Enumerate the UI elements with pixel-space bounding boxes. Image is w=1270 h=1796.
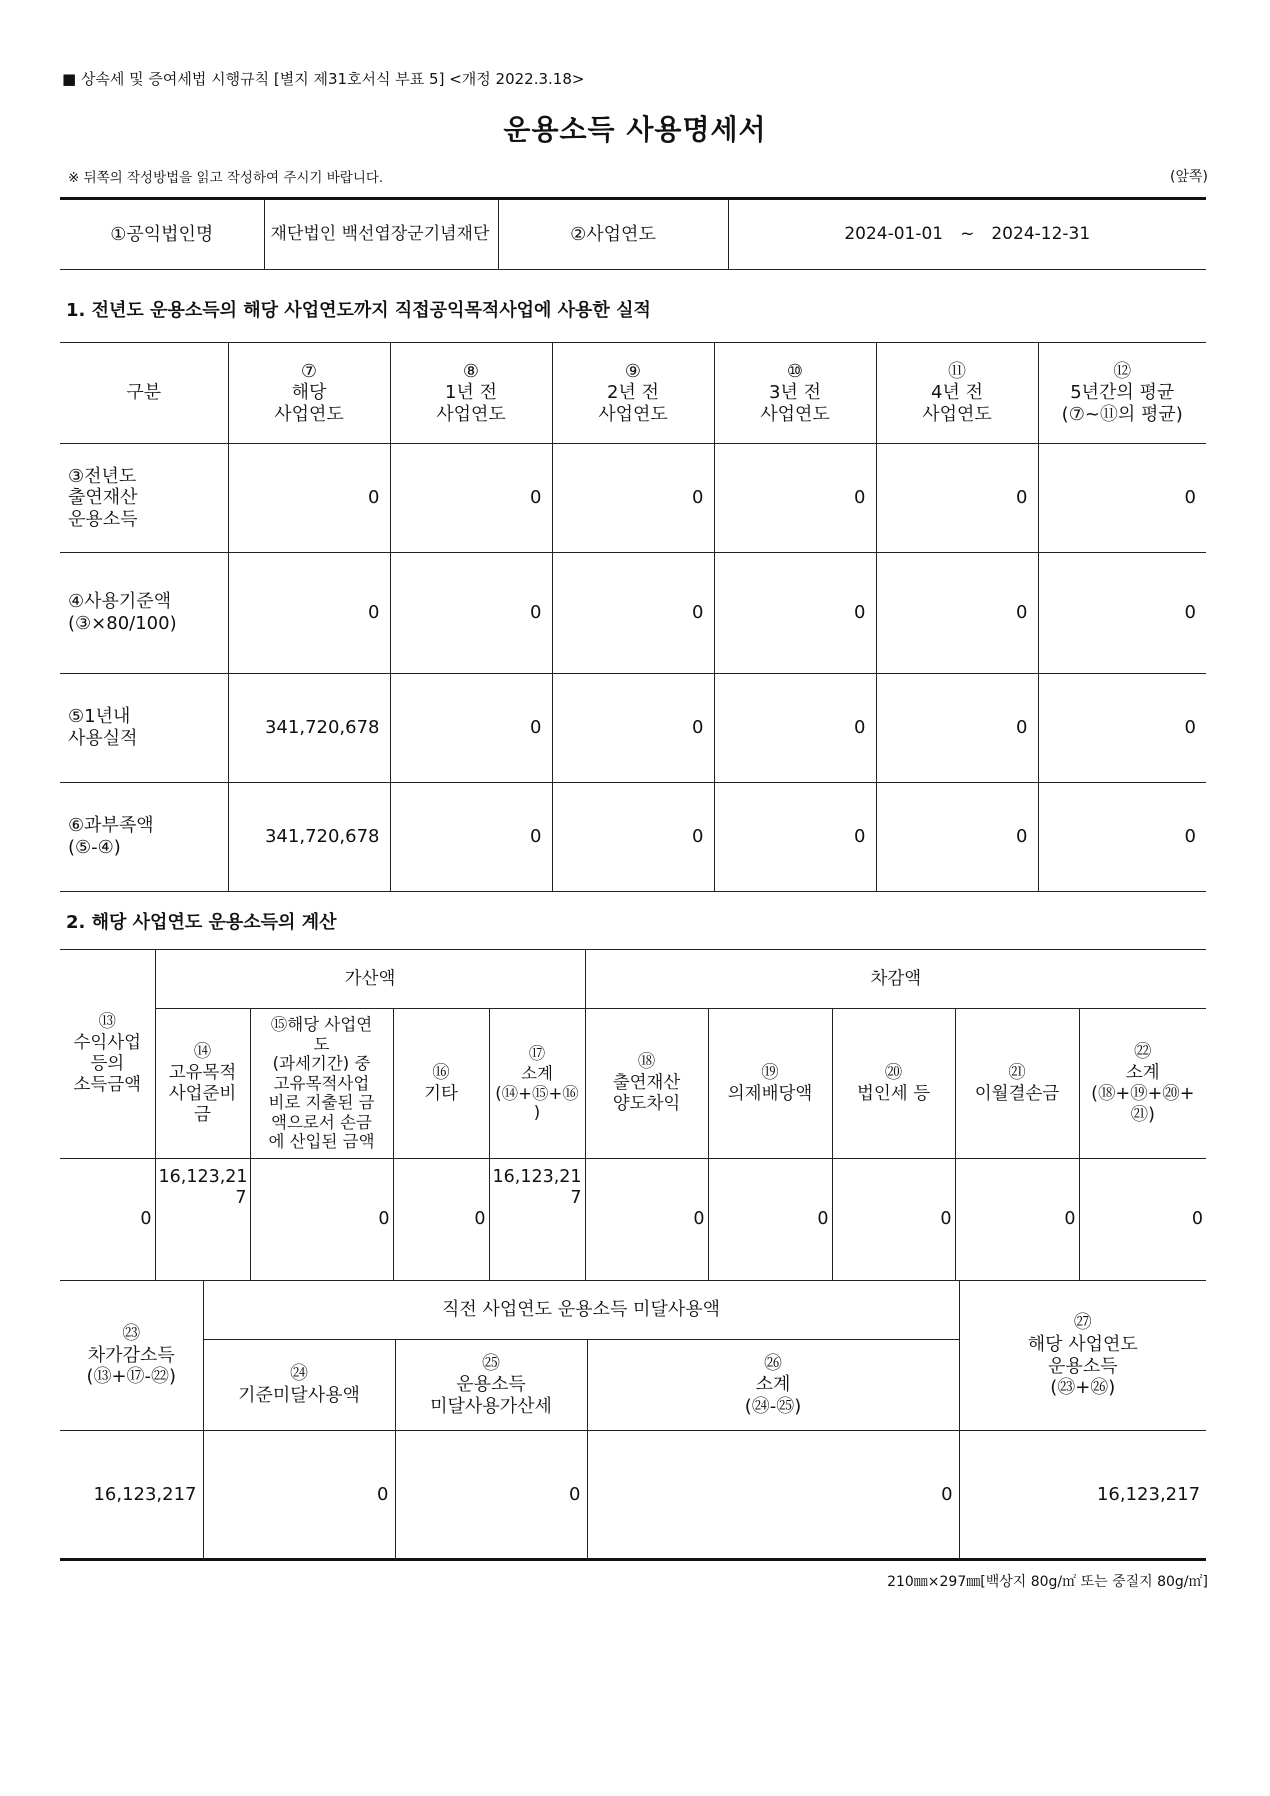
h18-gain-header: ⑱ 출연재산 양도차익 xyxy=(585,1009,708,1159)
v23-value: 16,123,217 xyxy=(60,1431,203,1560)
row-value: 0 xyxy=(714,553,876,674)
income-calc-table xyxy=(60,949,1206,1281)
instruction-note: ※ 뒤쪽의 작성방법을 읽고 작성하여 주시기 바랍니다. xyxy=(68,170,384,186)
v20-value: 0 xyxy=(832,1159,955,1281)
row-value: 0 xyxy=(876,553,1038,674)
h15-expense-header: ⑮해당 사업연 도 (과세기간) 중 고유목적사업 비로 지출된 금 액으로서 손금 에 산입된 금액 xyxy=(250,1009,393,1159)
section1-title: 1. 전년도 운용소득의 해당 사업연도까지 직접공익목적사업에 사용한 실적 xyxy=(66,300,651,321)
addition-group-header: 가산액 xyxy=(155,950,585,1009)
row-value: 341,720,678 xyxy=(228,783,390,892)
v21-value: 0 xyxy=(955,1159,1079,1281)
unused-group-header: 직전 사업연도 운용소득 미달사용액 xyxy=(203,1281,959,1340)
corp-name-value: 재단법인 백선엽장군기념재단 xyxy=(264,199,498,270)
year-header-6: ⑫ 5년간의 평균 (⑦~⑪의 평균) xyxy=(1038,343,1206,444)
h13-income-header: ⑬ 수익사업 등의 소득금액 xyxy=(60,950,155,1159)
row-value: 0 xyxy=(552,674,714,783)
h21-loss-header: ㉑ 이월결손금 xyxy=(955,1009,1079,1159)
row-value: 0 xyxy=(1038,783,1206,892)
table-row xyxy=(60,783,1206,892)
business-year-value: 2024-01-01 ~ 2024-12-31 xyxy=(728,199,1206,270)
table-row xyxy=(60,444,1206,553)
corp-name-label: ①공익법인명 xyxy=(60,199,264,270)
year-header-1: ⑦ 해당 사업연도 xyxy=(228,343,390,444)
row-value: 0 xyxy=(552,444,714,553)
year-header-3: ⑨ 2년 전 사업연도 xyxy=(552,343,714,444)
h25-penalty-header: ㉕ 운용소득 미달사용가산세 xyxy=(395,1340,587,1431)
v27-value: 16,123,217 xyxy=(959,1431,1206,1560)
h27-operating-income-header: ㉗ 해당 사업연도 운용소득 (㉓+㉖) xyxy=(959,1281,1206,1431)
v26-value: 0 xyxy=(587,1431,959,1560)
v16-value: 0 xyxy=(393,1159,489,1281)
v14-value: 16,123,21 7 xyxy=(155,1159,250,1281)
h24-shortfall-header: ㉔ 기준미달사용액 xyxy=(203,1340,395,1431)
year-header-2: ⑧ 1년 전 사업연도 xyxy=(390,343,552,444)
deduction-group-header: 차감액 xyxy=(585,950,1206,1009)
row-label: ⑥과부족액 (⑤-④) xyxy=(60,783,228,892)
row-value: 0 xyxy=(714,444,876,553)
paper-spec-footer: 210㎜×297㎜[백상지 80g/㎡ 또는 중질지 80g/㎡] xyxy=(887,1574,1208,1590)
row-value: 0 xyxy=(1038,553,1206,674)
category-header: 구분 xyxy=(60,343,228,444)
v24-value: 0 xyxy=(203,1431,395,1560)
v15-value: 0 xyxy=(250,1159,393,1281)
row-value: 0 xyxy=(714,783,876,892)
row-value: 0 xyxy=(390,444,552,553)
year-header-5: ⑪ 4년 전 사업연도 xyxy=(876,343,1038,444)
year-header-4: ⑩ 3년 전 사업연도 xyxy=(714,343,876,444)
h17-subtotal-header: ⑰ 소계 (⑭+⑮+⑯ ) xyxy=(489,1009,585,1159)
row-value: 0 xyxy=(714,674,876,783)
v22-value: 0 xyxy=(1079,1159,1206,1281)
v18-value: 0 xyxy=(585,1159,708,1281)
row-value: 0 xyxy=(1038,674,1206,783)
row-value: 0 xyxy=(552,553,714,674)
row-value: 0 xyxy=(390,783,552,892)
row-label: ③전년도 출연재산 운용소득 xyxy=(60,444,228,553)
usage-performance-table xyxy=(60,342,1206,892)
final-income-table xyxy=(60,1280,1206,1561)
row-value: 0 xyxy=(876,444,1038,553)
info-table xyxy=(60,197,1206,270)
form-reference: ■ 상속세 및 증여세법 시행규칙 [별지 제31호서식 부표 5] <개정 2022.3.18> xyxy=(62,70,585,88)
business-year-label: ②사업연도 xyxy=(498,199,728,270)
table-row xyxy=(60,674,1206,783)
h16-other-header: ⑯ 기타 xyxy=(393,1009,489,1159)
row-value: 0 xyxy=(1038,444,1206,553)
v13-value: 0 xyxy=(60,1159,155,1281)
h23-net-income-header: ㉓ 차가감소득 (⑬+⑰-㉒) xyxy=(60,1281,203,1431)
row-value: 0 xyxy=(390,553,552,674)
row-value: 0 xyxy=(228,553,390,674)
table-row xyxy=(60,553,1206,674)
h14-reserve-header: ⑭ 고유목적 사업준비 금 xyxy=(155,1009,250,1159)
v17-value: 16,123,21 7 xyxy=(489,1159,585,1281)
row-label: ⑤1년내 사용실적 xyxy=(60,674,228,783)
row-value: 0 xyxy=(552,783,714,892)
v19-value: 0 xyxy=(708,1159,832,1281)
h22-subtotal-header: ㉒ 소계 (⑱+⑲+⑳+ ㉑) xyxy=(1079,1009,1206,1159)
row-value: 0 xyxy=(390,674,552,783)
row-value: 341,720,678 xyxy=(228,674,390,783)
row-value: 0 xyxy=(228,444,390,553)
row-label: ④사용기준액 (③×80/100) xyxy=(60,553,228,674)
document-title: 운용소득 사용명세서 xyxy=(503,113,767,146)
v25-value: 0 xyxy=(395,1431,587,1560)
row-value: 0 xyxy=(876,674,1038,783)
page-side: (앞쪽) xyxy=(1170,169,1208,185)
row-value: 0 xyxy=(876,783,1038,892)
h20-tax-header: ⑳ 법인세 등 xyxy=(832,1009,955,1159)
h19-dividend-header: ⑲ 의제배당액 xyxy=(708,1009,832,1159)
section2-title: 2. 해당 사업연도 운용소득의 계산 xyxy=(66,912,337,933)
h26-subtotal-header: ㉖ 소계 (㉔-㉕) xyxy=(587,1340,959,1431)
